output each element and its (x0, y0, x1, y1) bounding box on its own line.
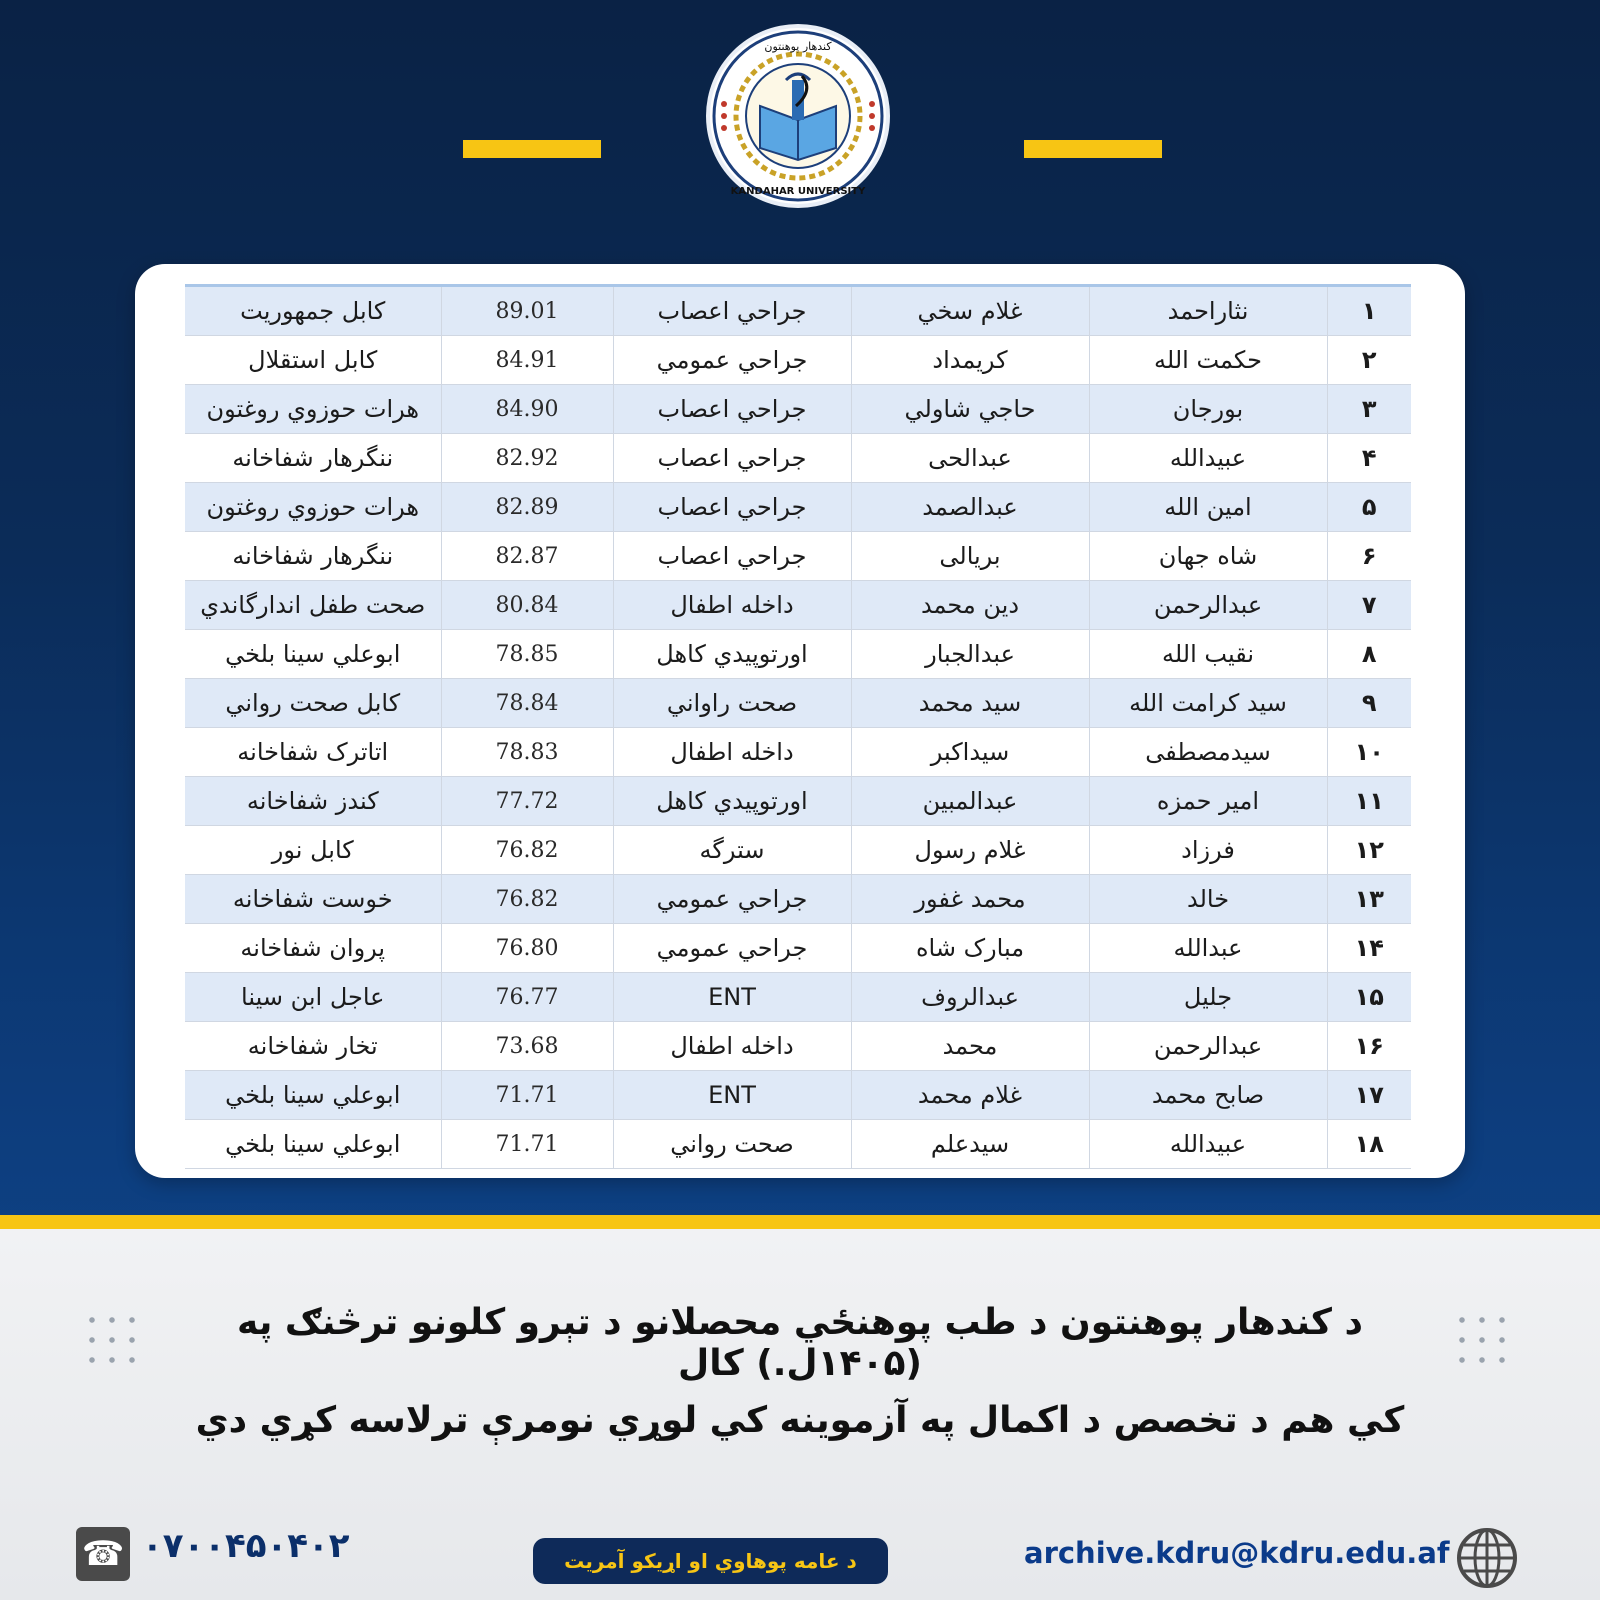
decorative-bar-right (1024, 140, 1162, 158)
cell-father-name: سیدعلم (851, 1120, 1089, 1169)
cell-father-name: سیداکبر (851, 728, 1089, 777)
cell-specialty: داخله اطفال (613, 581, 851, 630)
table-row (185, 679, 1411, 728)
cell-specialty: جراحي عمومي (613, 336, 851, 385)
table-row (185, 1022, 1411, 1071)
cell-score: 82.89 (441, 483, 613, 532)
cell-specialty: صحت راواني (613, 679, 851, 728)
globe-icon (1456, 1527, 1518, 1589)
cell-father-name: مبارک شاه (851, 924, 1089, 973)
cell-number: ۵ (1327, 483, 1411, 532)
table-row (185, 973, 1411, 1022)
cell-score: 84.91 (441, 336, 613, 385)
cell-name: عبیدالله (1089, 1120, 1327, 1169)
cell-name: امیر حمزه (1089, 777, 1327, 826)
cell-hospital: اتاترک شفاخانه (185, 728, 441, 777)
cell-name: جلیل (1089, 973, 1327, 1022)
cell-name: شاه جهان (1089, 532, 1327, 581)
cell-father-name: عبدالروف (851, 973, 1089, 1022)
cell-hospital: ابوعلي سینا بلخي (185, 1071, 441, 1120)
cell-specialty: جراحي عمومي (613, 875, 851, 924)
cell-father-name: عبدالصمد (851, 483, 1089, 532)
cell-name: عبدالله (1089, 924, 1327, 973)
cell-father-name: غلام رسول (851, 826, 1089, 875)
cell-name: امین الله (1089, 483, 1327, 532)
cell-father-name: بریالی (851, 532, 1089, 581)
cell-name: عبدالرحمن (1089, 581, 1327, 630)
cell-number: ۷ (1327, 581, 1411, 630)
cell-hospital: عاجل ابن سینا (185, 973, 441, 1022)
cell-score: 76.80 (441, 924, 613, 973)
seal-top-text: کندهار پوهنتون (764, 40, 832, 53)
cell-hospital: پروان شفاخانه (185, 924, 441, 973)
cell-score: 71.71 (441, 1071, 613, 1120)
cell-hospital: صحت طفل اندارگاندي (185, 581, 441, 630)
cell-number: ۱۳ (1327, 875, 1411, 924)
table-row (185, 1071, 1411, 1120)
cell-hospital: کابل نور (185, 826, 441, 875)
cell-name: نثاراحمد (1089, 286, 1327, 336)
table-row (185, 875, 1411, 924)
cell-score: 80.84 (441, 581, 613, 630)
cell-specialty: ENT (613, 1071, 851, 1120)
cell-score: 89.01 (441, 286, 613, 336)
cell-number: ۱ (1327, 286, 1411, 336)
cell-score: 78.84 (441, 679, 613, 728)
seal-bottom-text: KANDAHAR UNIVERSITY (730, 186, 866, 197)
cell-specialty: اورتوپیدي کاهل (613, 777, 851, 826)
cell-specialty: سترگه (613, 826, 851, 875)
cell-specialty: اورتوپیدي کاهل (613, 630, 851, 679)
cell-hospital: کابل استقلال (185, 336, 441, 385)
cell-score: 77.72 (441, 777, 613, 826)
table-row (185, 434, 1411, 483)
cell-number: ۶ (1327, 532, 1411, 581)
cell-specialty: ENT (613, 973, 851, 1022)
cell-father-name: کریمداد (851, 336, 1089, 385)
divider-strip (0, 1215, 1600, 1229)
cell-specialty: جراحي عمومي (613, 924, 851, 973)
cell-hospital: خوست شفاخانه (185, 875, 441, 924)
results-card (135, 264, 1465, 1178)
cell-father-name: سید محمد (851, 679, 1089, 728)
cell-father-name: غلام محمد (851, 1071, 1089, 1120)
cell-name: سیدمصطفی (1089, 728, 1327, 777)
cell-name: بورجان (1089, 385, 1327, 434)
table-row (185, 826, 1411, 875)
cell-score: 73.68 (441, 1022, 613, 1071)
cell-number: ۴ (1327, 434, 1411, 483)
cell-specialty: جراحي اعصاب (613, 434, 851, 483)
cell-father-name: محمد غفور (851, 875, 1089, 924)
table-row (185, 630, 1411, 679)
cell-name: نقیب الله (1089, 630, 1327, 679)
cell-hospital: کابل جمهوریت (185, 286, 441, 336)
cell-score: 82.87 (441, 532, 613, 581)
cell-hospital: کابل صحت رواني (185, 679, 441, 728)
cell-hospital: ابوعلي سینا بلخي (185, 630, 441, 679)
email-link[interactable]: archive.kdru@kdru.edu.af (1024, 1536, 1450, 1570)
cell-specialty: جراحي اعصاب (613, 385, 851, 434)
cell-score: 76.82 (441, 826, 613, 875)
cell-name: عبدالرحمن (1089, 1022, 1327, 1071)
phone-number[interactable]: ۰۷۰۰۴۵۰۴۰۲ (142, 1526, 350, 1566)
cell-father-name: غلام سخي (851, 286, 1089, 336)
decorative-bar-left (463, 140, 601, 158)
cell-number: ۱۷ (1327, 1071, 1411, 1120)
table-row (185, 385, 1411, 434)
cell-specialty: داخله اطفال (613, 728, 851, 777)
cell-father-name: حاجي شاولي (851, 385, 1089, 434)
cell-number: ۳ (1327, 385, 1411, 434)
cell-number: ۱۶ (1327, 1022, 1411, 1071)
dot-pattern-right (1452, 1310, 1512, 1370)
cell-score: 76.77 (441, 973, 613, 1022)
cell-number: ۱۰ (1327, 728, 1411, 777)
cell-father-name: عبدالمبین (851, 777, 1089, 826)
cell-name: حکمت الله (1089, 336, 1327, 385)
cell-score: 71.71 (441, 1120, 613, 1169)
cell-father-name: دین محمد (851, 581, 1089, 630)
cell-hospital: تخار شفاخانه (185, 1022, 441, 1071)
cell-score: 76.82 (441, 875, 613, 924)
cell-father-name: محمد (851, 1022, 1089, 1071)
cell-number: ۱۱ (1327, 777, 1411, 826)
dot-pattern-left (82, 1310, 142, 1370)
cell-score: 78.85 (441, 630, 613, 679)
cell-hospital: کندز شفاخانه (185, 777, 441, 826)
cell-father-name: عبدالجبار (851, 630, 1089, 679)
table-row (185, 483, 1411, 532)
cell-number: ۱۸ (1327, 1120, 1411, 1169)
cell-specialty: جراحي اعصاب (613, 532, 851, 581)
cell-hospital: هرات حوزوي روغتون (185, 385, 441, 434)
cell-specialty: داخله اطفال (613, 1022, 851, 1071)
cell-score: 78.83 (441, 728, 613, 777)
cell-name: خالد (1089, 875, 1327, 924)
cell-hospital: ابوعلي سینا بلخي (185, 1120, 441, 1169)
headline-line-1: د کندهار پوهنتون د طب پوهنځي محصلانو د تېرو کلونو ترڅنګ په (۱۴۰۵ل.) کال (237, 1302, 1363, 1384)
cell-name: سید کرامت الله (1089, 679, 1327, 728)
table-row (185, 286, 1411, 336)
cell-specialty: جراحي اعصاب (613, 286, 851, 336)
table-row (185, 1120, 1411, 1169)
results-table (185, 284, 1411, 1169)
cell-hospital: هرات حوزوي روغتون (185, 483, 441, 532)
cell-number: ۲ (1327, 336, 1411, 385)
table-row (185, 924, 1411, 973)
table-row (185, 777, 1411, 826)
cell-name: فرزاد (1089, 826, 1327, 875)
cell-number: ۸ (1327, 630, 1411, 679)
cell-father-name: عبدالحی (851, 434, 1089, 483)
cell-specialty: صحت رواني (613, 1120, 851, 1169)
headline-line-2: کي هم د تخصص د اکمال په آزموینه کي لوړي نومرې ترلاسه کړي دي (195, 1400, 1405, 1441)
cell-score: 82.92 (441, 434, 613, 483)
department-badge: د عامه پوهاوي او اړیکو آمریت (533, 1538, 888, 1584)
table-row (185, 532, 1411, 581)
cell-number: ۱۵ (1327, 973, 1411, 1022)
table-row (185, 728, 1411, 777)
table-row (185, 581, 1411, 630)
cell-number: ۹ (1327, 679, 1411, 728)
cell-score: 84.90 (441, 385, 613, 434)
cell-number: ۱۲ (1327, 826, 1411, 875)
cell-name: صابح محمد (1089, 1071, 1327, 1120)
cell-name: عبیدالله (1089, 434, 1327, 483)
cell-specialty: جراحي اعصاب (613, 483, 851, 532)
cell-hospital: ننگرهار شفاخانه (185, 532, 441, 581)
university-seal-icon (710, 28, 886, 204)
cell-number: ۱۴ (1327, 924, 1411, 973)
cell-hospital: ننگرهار شفاخانه (185, 434, 441, 483)
table-row (185, 336, 1411, 385)
phone-icon: ☎ (76, 1527, 130, 1581)
